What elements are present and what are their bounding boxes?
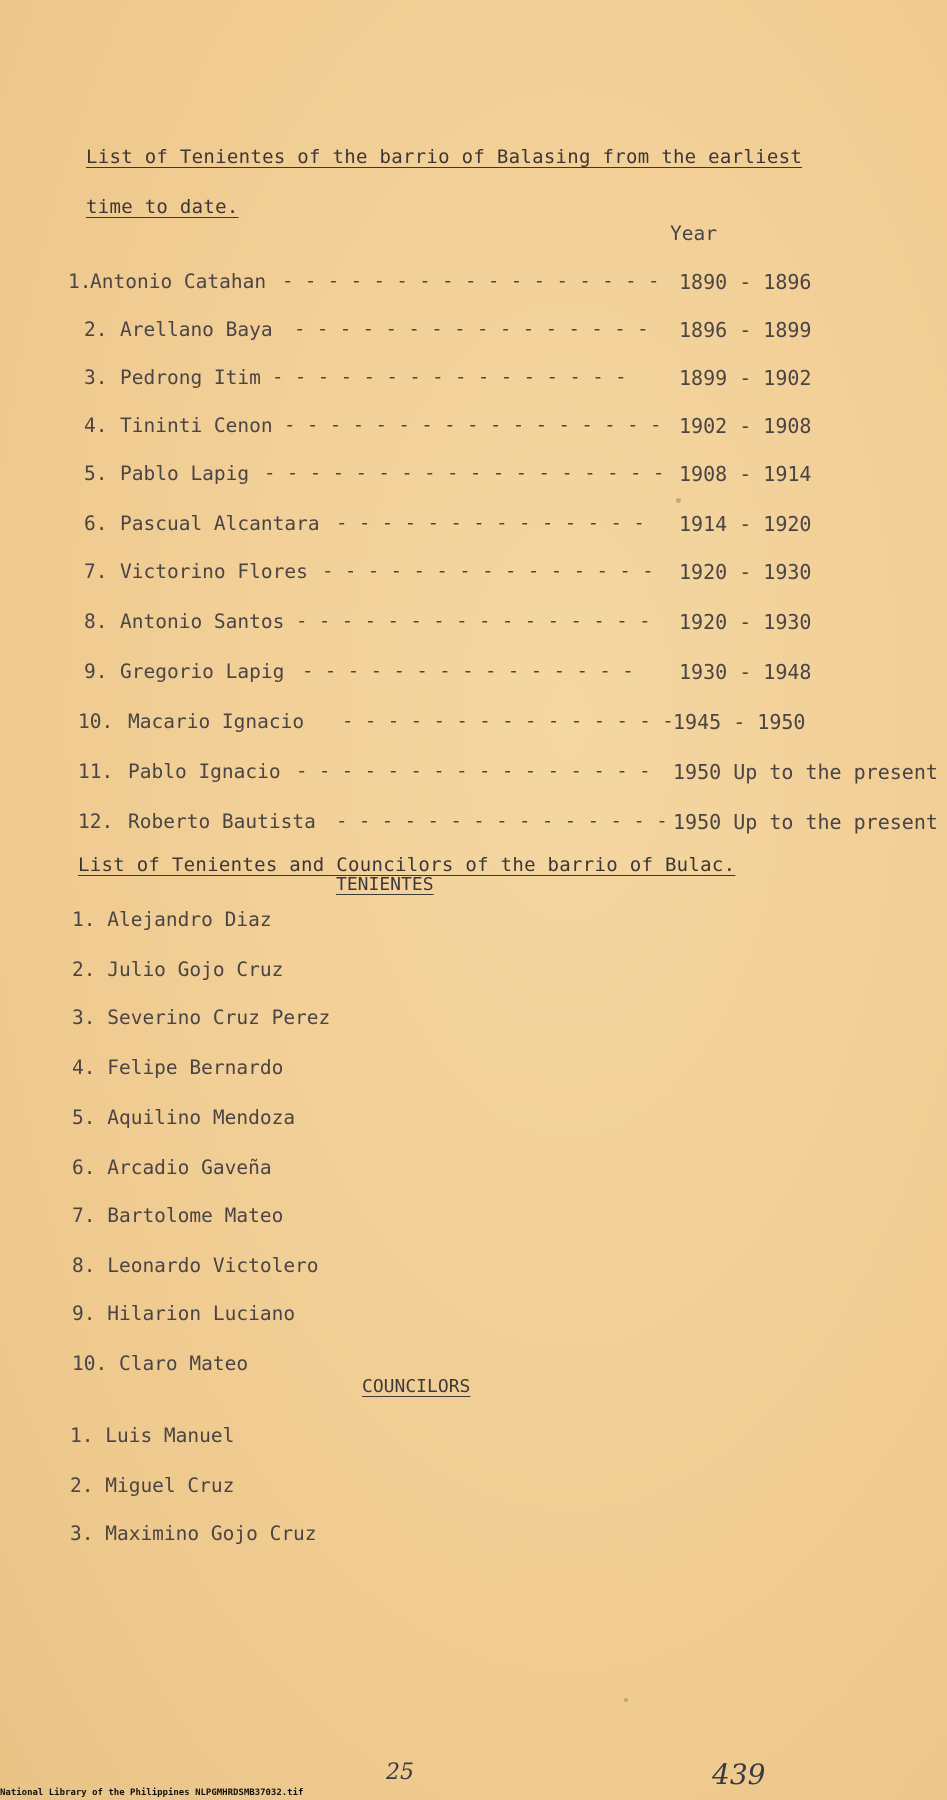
item-number: 1. [68, 270, 92, 293]
list-item: 8. Leonardo Victolero [72, 1254, 319, 1277]
item-name: Pedrong Itim [120, 366, 261, 389]
bulac-heading: List of Tenientes and Councilors of the barrio of Bulac. [78, 854, 736, 876]
item-years: 1950 Up to the present [673, 760, 938, 784]
balasing-heading-line2: time to date. [86, 196, 239, 218]
item-number: 7. [84, 560, 108, 583]
item-name: Tininti Cenon [120, 414, 273, 437]
list-item: 3. Severino Cruz Perez [72, 1006, 331, 1029]
item-number: 11. [78, 760, 114, 783]
document-page: List of Tenientes of the barrio of Balasing from the earliest time to date. Year 1. Antonio Catahan - - - - - - - - - - - - - - - - - 1890 - 1896 2. Arellano Baya - - - - - - - - - - - - - - - - 1896 - 1899 3. Pedrong Itim - - - - - - - - - - - - - - - - 1899 - 1902 4. Tininti Cenon - - - - - - - - - - - - - - - - - 1902 - 1908 5. Pablo Lapig - - - - - - - - - - - - - - - - - - 1908 - 1914 6. Pascual Alcantara - - - - - - - - - - - - - - 1914 - 1920 7. Victorino Flores - - - - - - - - - - - - - - - 1920 - 1930 8. Antonio Santos - - - - - - - - - - - - - - - - 1920 - 1930 9. Gregorio Lapig - - - - - - - - - - - - - - - 1930 - 1948 10. Macario Ignacio - - - - - - - - - - - - - - - 1945 - 1950 11. Pablo Ignacio - - - - - - - - - - - - - - - - 1950 Up to the present 12. Roberto Bautista - - - - - - - - - - - - - - - 1950 Up to the present List of Tenientes and Councilors of the barrio of Bulac. TENIENTES 1. Alejandro Diaz 2. Julio Gojo Cruz 3. Severino Cruz Perez 4. Felipe Bernardo 5. Aquilino Mendoza 6. Arcadio Gaveña 7. Bartolome Mateo 8. Leonardo Victolero 9. Hilarion Luciano 10. Claro Mateo COUNCILORS 1. Luis Manuel 2. Miguel Cruz 3. Maximino Gojo Cruz 25 439 National Library of the Philippines NLPGMHRDSMB37032.tif [0, 146, 938, 1798]
balasing-heading-line1: List of Tenientes of the barrio of Balasing from the earliest [86, 146, 803, 168]
archive-footer: National Library of the Philippines NLPGMHRDSMB37032.tif [0, 1788, 304, 1798]
item-number: 4. [84, 414, 108, 437]
page-number: 25 [386, 1760, 414, 1785]
item-years: 1908 - 1914 [679, 462, 812, 486]
item-number: 3. [84, 366, 108, 389]
item-years: 1914 - 1920 [679, 512, 812, 536]
ink-speck [624, 1698, 628, 1702]
list-item: 10. Claro Mateo [72, 1352, 249, 1375]
item-years: 1920 - 1930 [679, 610, 812, 634]
item-number: 5. [84, 462, 108, 485]
folio-number: 439 [712, 1758, 766, 1791]
item-name: Gregorio Lapig [120, 660, 285, 683]
list-item: 1. Luis Manuel [70, 1424, 235, 1447]
item-years: 1945 - 1950 [673, 710, 806, 734]
year-column-label: Year [670, 222, 717, 245]
item-number: 6. [84, 512, 108, 535]
councilors-heading: COUNCILORS [362, 1376, 471, 1397]
list-item: 9. Hilarion Luciano [72, 1302, 296, 1325]
item-name: Pablo Ignacio [128, 760, 281, 783]
item-name: Pascual Alcantara [120, 512, 320, 535]
item-number: 8. [84, 610, 108, 633]
item-years: 1899 - 1902 [679, 366, 812, 390]
item-years: 1890 - 1896 [679, 270, 812, 294]
ink-speck [676, 498, 681, 503]
item-years: 1930 - 1948 [679, 660, 812, 684]
item-years: 1920 - 1930 [679, 560, 812, 584]
item-years: 1950 Up to the present [673, 810, 938, 834]
item-number: 12. [78, 810, 114, 833]
item-name: Roberto Bautista [128, 810, 316, 833]
list-item: 6. Arcadio Gaveña [72, 1156, 272, 1179]
item-number: 2. [84, 318, 108, 341]
item-number: 9. [84, 660, 108, 683]
item-years: 1902 - 1908 [679, 414, 812, 438]
list-item: 3. Maximino Gojo Cruz [70, 1522, 317, 1545]
item-name: Arellano Baya [120, 318, 273, 341]
item-name: Antonio Catahan [90, 270, 267, 293]
list-item: 5. Aquilino Mendoza [72, 1106, 296, 1129]
item-number: 10. [78, 710, 114, 733]
list-item: 7. Bartolome Mateo [72, 1204, 284, 1227]
list-item: 4. Felipe Bernardo [72, 1056, 284, 1079]
tenientes-heading: TENIENTES [336, 874, 434, 895]
list-item: 2. Julio Gojo Cruz [72, 958, 284, 981]
item-name: Pablo Lapig [120, 462, 250, 485]
item-name: Antonio Santos [120, 610, 285, 633]
item-name: Macario Ignacio [128, 710, 305, 733]
list-item: 1. Alejandro Diaz [72, 908, 272, 931]
list-item: 2. Miguel Cruz [70, 1474, 235, 1497]
item-name: Victorino Flores [120, 560, 308, 583]
item-years: 1896 - 1899 [679, 318, 812, 342]
